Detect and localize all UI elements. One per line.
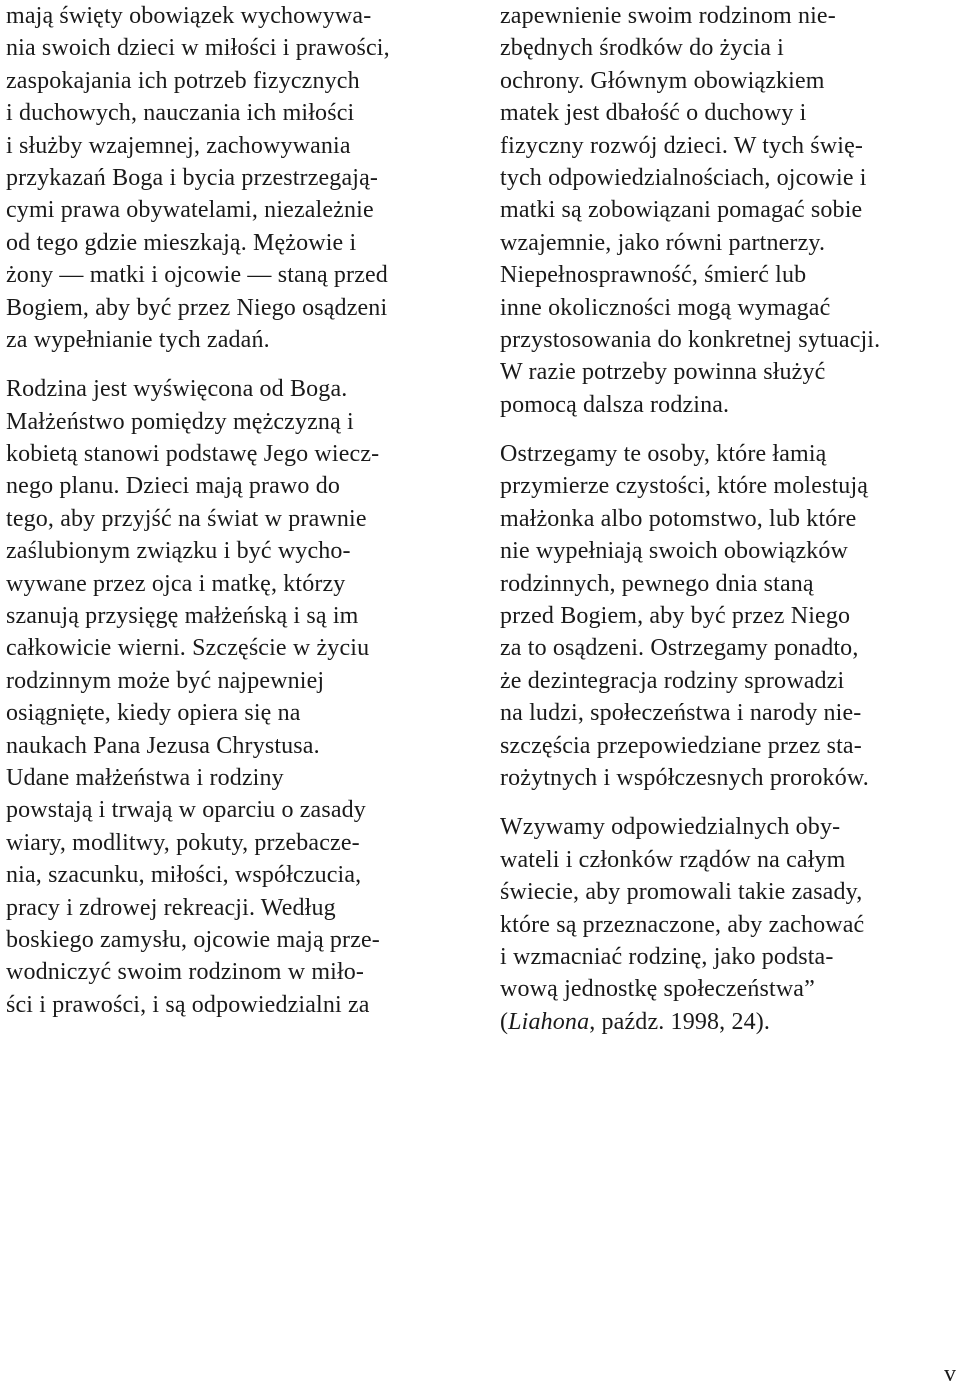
text-line: przystosowania do konkretnej sytuacji.: [500, 326, 881, 353]
right-para-3: [500, 811, 958, 1038]
text-line: nego planu. Dzieci mają prawo do: [6, 473, 341, 500]
text-line: szanują przysięgę małżeńską i są im: [6, 603, 359, 630]
citation-source: Liahona: [508, 1008, 590, 1035]
text-line: przymierze czystości, które molestują: [500, 473, 869, 500]
text-line: tego, aby przyjść na świat w prawnie: [6, 505, 367, 532]
text-line: i służby wzajemnej, zachowywania: [6, 132, 351, 159]
text-line: przed Bogiem, aby być przez Niego: [500, 603, 851, 630]
text-line: fizyczny rozwój dzieci. W tych świę-: [500, 132, 864, 159]
text-line: na ludzi, społeczeństwa i narody nie-: [500, 700, 862, 727]
right-para-2: [500, 438, 958, 794]
text-line: że dezintegracja rodziny sprowadzi: [500, 667, 845, 694]
text-line: które są przeznaczone, aby zachować: [500, 911, 865, 938]
right-column: [500, 0, 958, 1038]
text-line: Bogiem, aby być przez Niego osądzeni: [6, 294, 388, 321]
text-line: zaspokajania ich potrzeb fizycznych: [6, 67, 360, 94]
text-line: ochrony. Głównym obowiązkiem: [500, 67, 825, 94]
text-line: osiągnięte, kiedy opiera się na: [6, 700, 301, 727]
left-para-2: [6, 373, 476, 1021]
text-line: za wypełnianie tych zadań.: [6, 326, 270, 353]
citation-line: [500, 1006, 958, 1038]
text-line: W razie potrzeby powinna służyć: [500, 359, 826, 386]
right-para-1: [500, 0, 958, 421]
text-line: wywane przez ojca i matkę, którzy: [6, 570, 346, 597]
text-line: powstają i trwają w oparciu o zasady: [6, 797, 366, 824]
citation-rest: , paźdz. 1998, 24).: [589, 1008, 771, 1035]
text-line: rodzinnych, pewnego dnia staną: [500, 570, 814, 597]
text-line: szczęścia przepowiedziane przez sta-: [500, 732, 862, 759]
paragraph-gap: [500, 421, 958, 438]
text-line: rodzinnym może być najpewniej: [6, 667, 325, 694]
text-line: matek jest dbałość o duchowy i: [500, 100, 807, 127]
text-line: od tego gdzie mieszkają. Mężowie i: [6, 229, 357, 256]
text-line: pracy i zdrowej rekreacji. Według: [6, 894, 336, 921]
text-line: wzajemnie, jako równi partnerzy.: [500, 229, 826, 256]
text-line: przykazań Boga i bycia przestrzegają-: [6, 164, 379, 191]
text-line: mają święty obowiązek wychowywa-: [6, 3, 372, 29]
text-line: wodniczyć swoim rodzinom w miło-: [6, 959, 365, 986]
text-line: ści i prawości, i są odpowiedzialni za: [6, 991, 370, 1018]
text-line: boskiego zamysłu, ojcowie mają prze-: [6, 926, 380, 953]
text-line: rożytnych i współczesnych proroków.: [500, 764, 869, 791]
paragraph-gap: [500, 794, 958, 811]
text-line: wateli i członków rządów na całym: [500, 846, 846, 873]
text-line: wową jednostkę społeczeństwa”: [500, 976, 815, 1003]
text-line: kobietą stanowi podstawę Jego wiecz-: [6, 441, 380, 468]
text-line: zbędnych środków do życia i: [500, 35, 784, 62]
page-number: v: [944, 1361, 956, 1387]
text-line: naukach Pana Jezusa Chrystusa.: [6, 732, 320, 759]
text-line: tych odpowiedzialnościach, ojcowie i: [500, 164, 867, 191]
left-para-1: [6, 0, 476, 356]
text-line: żony — matki i ojcowie — staną przed: [6, 262, 388, 289]
text-line: cymi prawa obywatelami, niezależnie: [6, 197, 374, 224]
text-line: zapewnienie swoim rodzinom nie-: [500, 3, 836, 29]
text-line: całkowicie wierni. Szczęście w życiu: [6, 635, 370, 662]
text-line: nie wypełniają swoich obowiązków: [500, 538, 849, 565]
text-line: Ostrzegamy te osoby, które łamią: [500, 441, 827, 468]
text-line: Rodzina jest wyświęcona od Boga.: [6, 376, 348, 403]
text-line: małżonka albo potomstwo, lub które: [500, 505, 857, 532]
text-line: pomocą dalsza rodzina.: [500, 391, 730, 418]
text-line: świecie, aby promowali takie zasady,: [500, 879, 863, 906]
text-line: inne okoliczności mogą wymagać: [500, 294, 831, 321]
paragraph-gap: [6, 356, 476, 373]
text-line: i wzmacniać rodzinę, jako podsta-: [500, 943, 834, 970]
text-line: wiary, modlitwy, pokuty, przebacze-: [6, 829, 360, 856]
text-line: zaślubionym związku i być wycho-: [6, 538, 351, 565]
left-column: [6, 0, 476, 1021]
text-line: i duchowych, nauczania ich miłości: [6, 100, 355, 127]
text-line: za to osądzeni. Ostrzegamy ponadto,: [500, 635, 859, 662]
citation-open: (: [500, 1008, 509, 1035]
text-line: Małżeństwo pomiędzy mężczyzną i: [6, 408, 354, 435]
text-line: Udane małżeństwa i rodziny: [6, 764, 284, 791]
text-line: nia, szacunku, miłości, współczucia,: [6, 862, 362, 889]
text-line: Niepełnosprawność, śmierć lub: [500, 262, 807, 289]
text-line: matki są zobowiązani pomagać sobie: [500, 197, 863, 224]
text-line: nia swoich dzieci w miłości i prawości,: [6, 35, 390, 62]
text-line: Wzywamy odpowiedzialnych oby-: [500, 814, 841, 841]
